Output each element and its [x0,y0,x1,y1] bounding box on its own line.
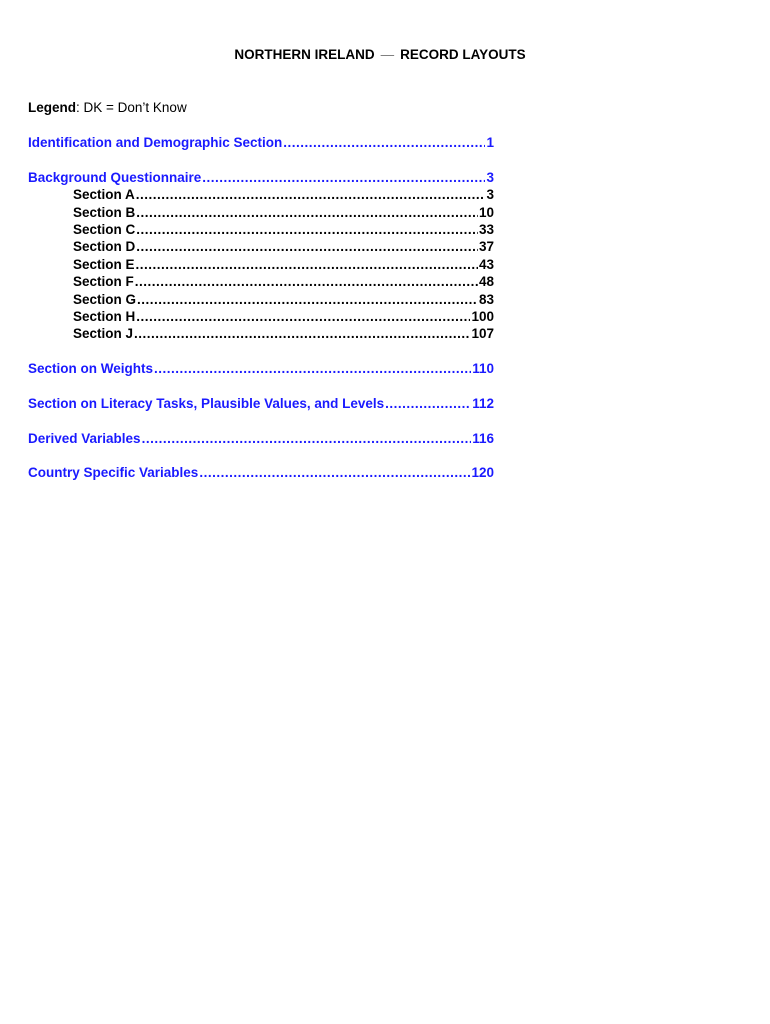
toc-link-section-a[interactable] [28,186,494,203]
toc-label: Background Questionnaire [28,169,202,185]
toc-page-number: 120 [471,465,494,481]
toc-page-number: 10 [478,204,494,220]
title-country: NORTHERN IRELAND [234,47,375,62]
toc-link-section-e[interactable] [28,256,494,273]
toc-label: Section J [73,326,134,342]
dot-leader [199,464,470,481]
toc-page-number: 107 [471,326,494,342]
dot-leader [136,238,478,255]
legend [28,100,187,115]
toc-link-section-f[interactable] [28,273,494,290]
toc-label: Identification and Demographic Section [28,135,283,150]
dot-leader [154,360,471,377]
toc-label: Country Specific Variables [28,465,199,481]
dot-leader [136,256,478,273]
dot-leader [283,134,485,151]
toc-page-number: 112 [472,395,494,411]
toc-link-section-d[interactable] [28,238,494,255]
toc-label: Section C [73,221,136,237]
toc-link-weights[interactable] [28,360,494,377]
toc-link-section-j[interactable] [28,325,494,342]
toc-label: Section E [73,256,135,272]
toc-link-identification-demographic[interactable] [28,134,494,151]
toc-page-number: 110 [472,361,494,377]
toc-label: Section G [73,291,137,307]
toc-link-literacy-tasks[interactable] [28,395,494,412]
dot-leader [135,273,478,290]
toc-link-section-c[interactable] [28,221,494,238]
legend-text: : DK = Don’t Know [76,100,187,115]
toc-page-number: 3 [486,169,494,185]
toc-label: Section D [73,239,136,255]
toc-link-section-h[interactable] [28,308,494,325]
toc-link-section-g[interactable] [28,291,494,308]
toc-page-number: 100 [471,308,494,324]
toc-label: Section on Weights [28,361,154,377]
toc-link-derived-variables[interactable] [28,430,494,447]
table-of-contents [28,134,494,482]
toc-label: Section on Literacy Tasks, Plausible Values, and Levels [28,395,385,411]
title-subject: RECORD LAYOUTS [400,47,526,62]
toc-page-number: 3 [486,187,494,203]
toc-link-country-specific-variables[interactable] [28,464,494,481]
toc-label: Section A [73,187,135,203]
toc-page-number: 37 [478,239,494,255]
dot-leader [134,325,470,342]
toc-page-number: 83 [478,291,494,307]
title-dash: — [380,47,395,62]
dot-leader [136,221,478,238]
toc-label: Section H [73,308,136,324]
toc-link-section-b[interactable] [28,204,494,221]
dot-leader [136,308,470,325]
toc-label: Section B [73,204,136,220]
toc-page-number: 1 [486,135,494,150]
toc-link-background-questionnaire[interactable] [28,169,494,186]
dot-leader [137,291,478,308]
dot-leader [136,186,486,203]
toc-page-number: 48 [478,274,494,290]
legend-key: Legend [28,100,77,115]
dot-leader [136,204,478,221]
toc-page-number: 116 [472,430,494,446]
dot-leader [142,430,472,447]
page-title [0,47,760,62]
dot-leader [385,395,471,412]
toc-label: Section F [73,274,134,290]
toc-label: Derived Variables [28,430,141,446]
toc-page-number: 43 [478,256,494,272]
dot-leader [202,169,485,186]
toc-page-number: 33 [478,221,494,237]
